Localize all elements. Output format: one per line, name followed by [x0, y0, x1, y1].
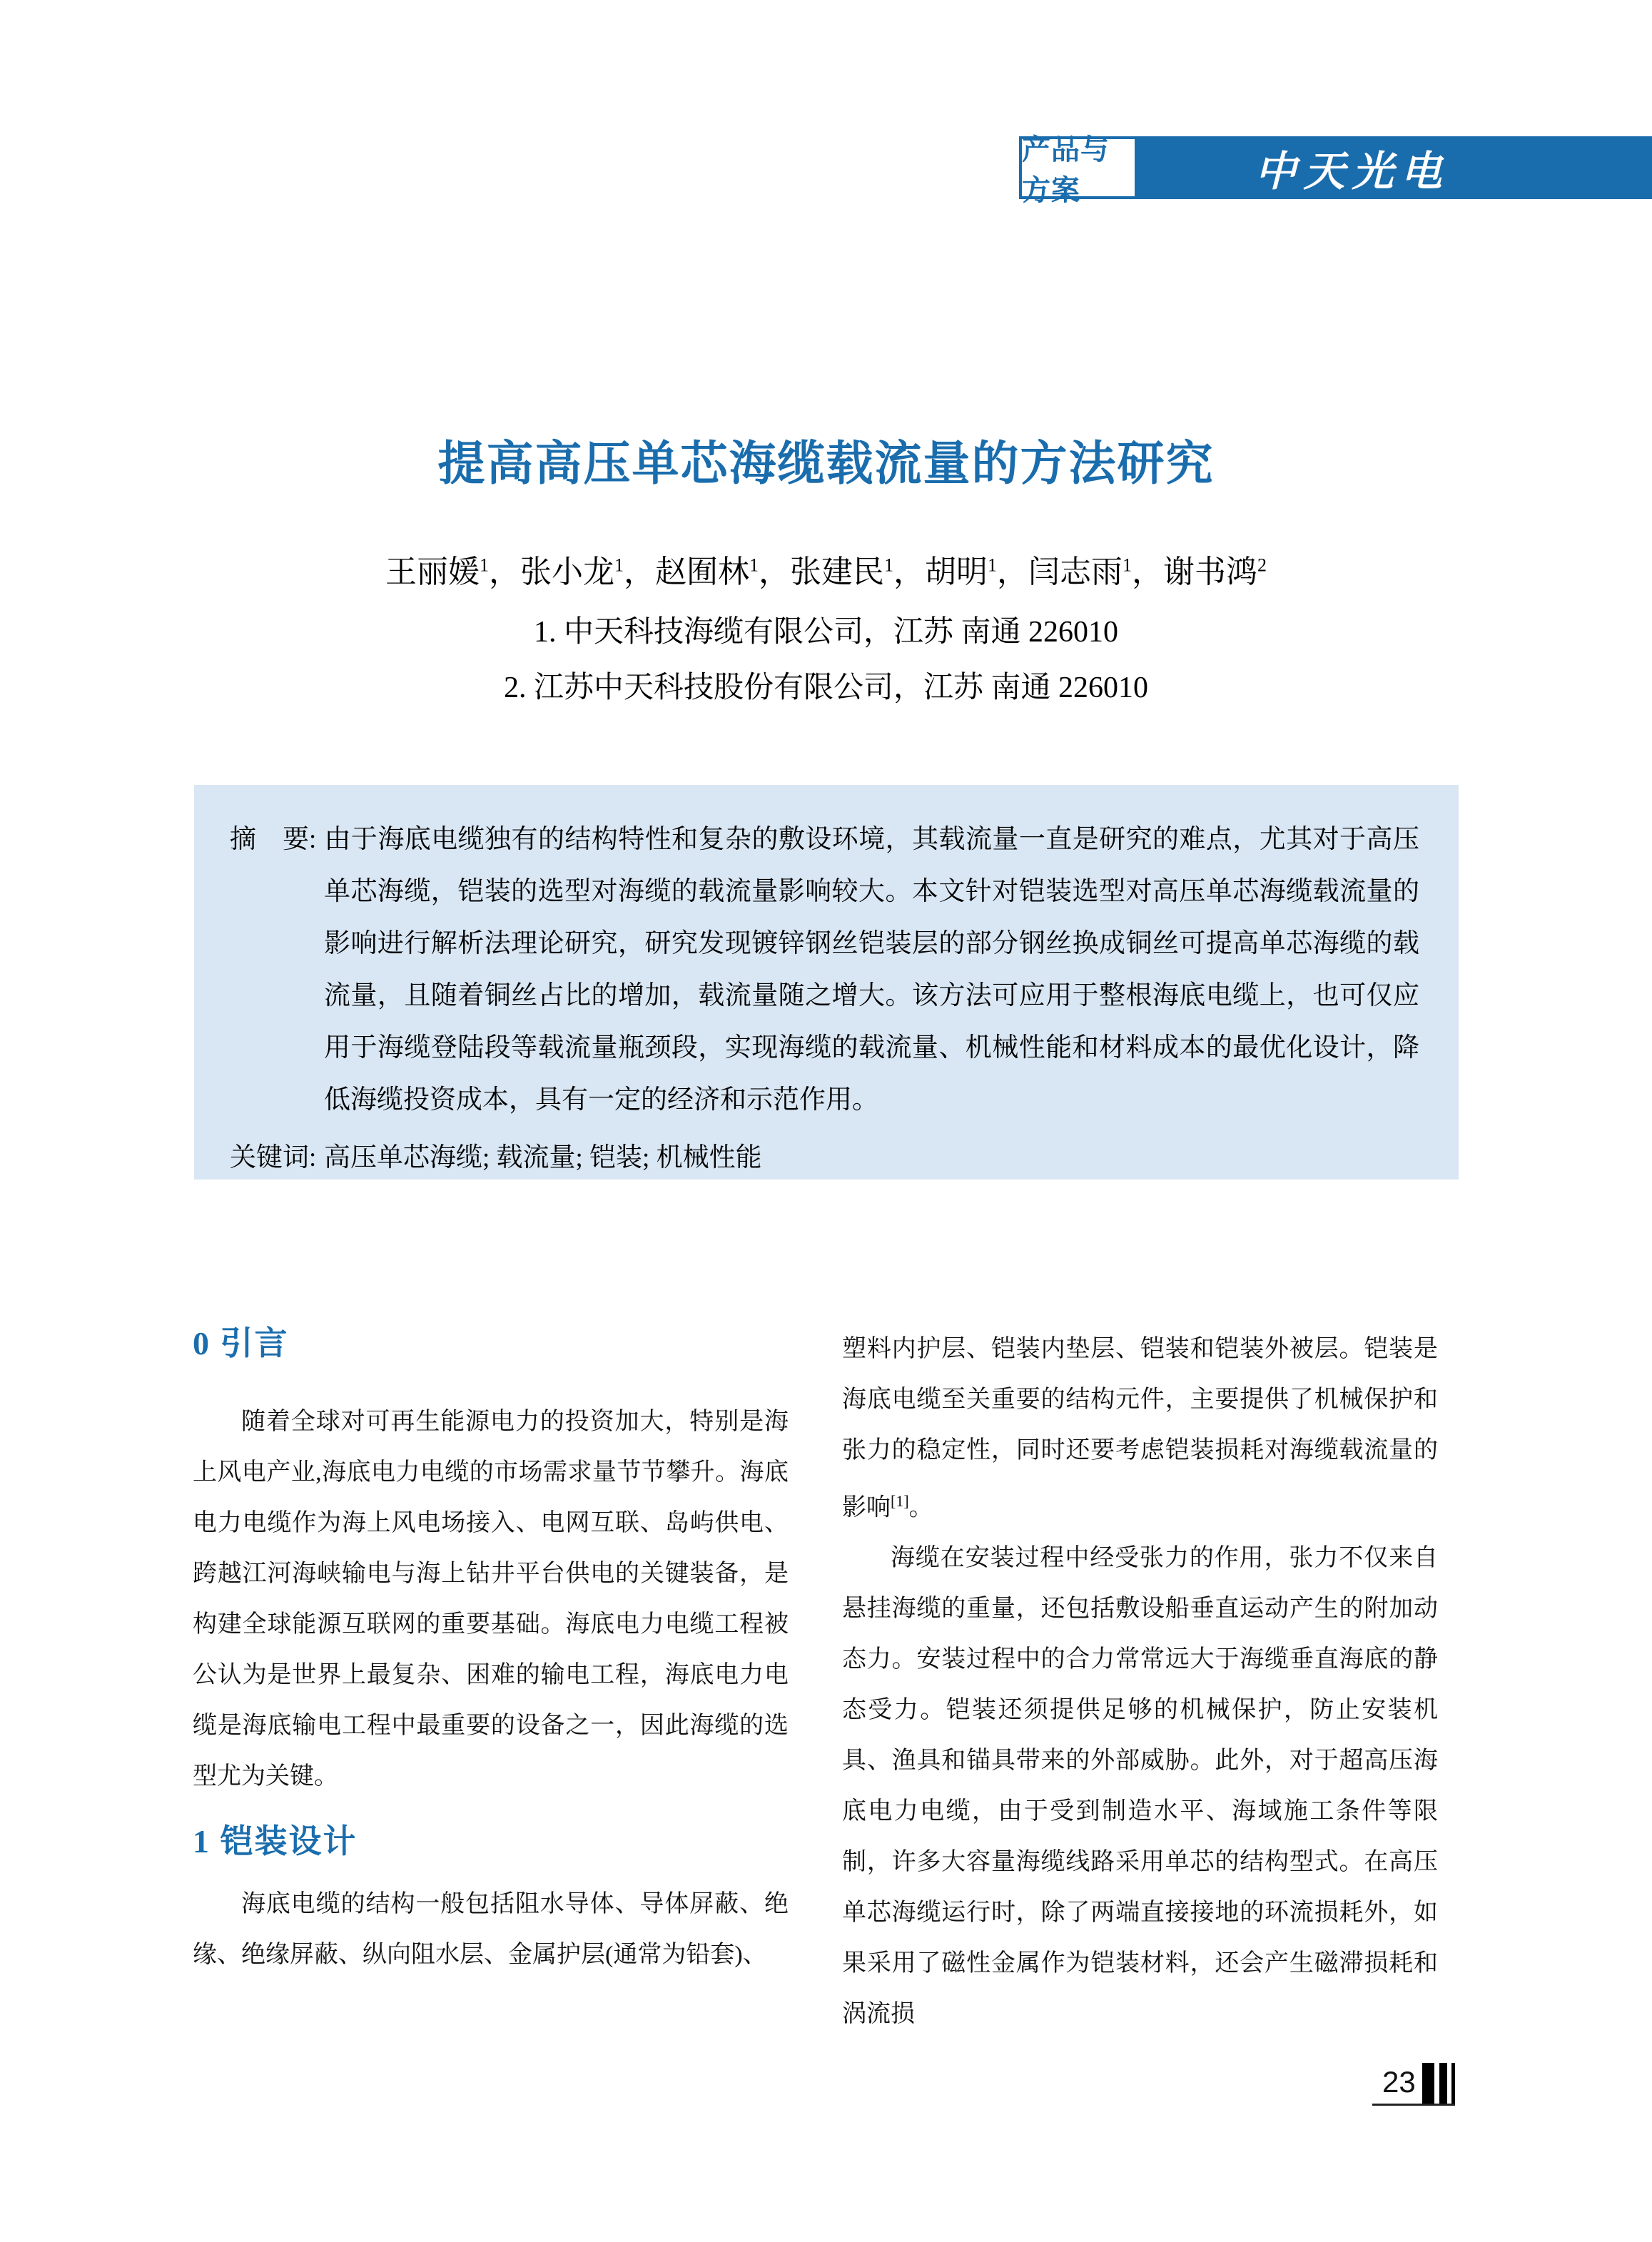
right-paragraph-1-tail: 。	[908, 1494, 933, 1521]
section-heading-intro: 0 引言	[193, 1325, 289, 1361]
author-affil-ref: 1	[749, 554, 759, 576]
footer-bar-3	[1451, 2063, 1455, 2104]
page-footer	[1372, 2063, 1455, 2106]
keywords-line	[230, 1132, 1419, 1184]
author-separator: ，	[759, 554, 790, 589]
author-affil-ref: 1	[480, 554, 489, 576]
right-paragraph-2: 海缆在安装过程中经受张力的作用，张力不仅来自悬挂海缆的重量，还包括敷设船垂直运动产生的附加动态力。安装过程中的合力常常远大于海缆垂直海底的静态受力。铠装还须提供足够的机械保护，防止安装机具、渔具和锚具带来的外部威胁。此外，对于超高压海底电力电缆，由于受到制造水平、海域施工条件等限制，许多大容量海缆线路采用单芯的结构型式。在高压单芯海缆运行时，除了两端直接接地的环流损耗外，如果采用了磁性金属作为铠装材料，还会产生磁滞损耗和涡流损	[842, 1545, 1438, 2028]
right-paragraph-1	[842, 1324, 1438, 1533]
brand-bar	[1137, 136, 1652, 199]
category-badge	[1019, 134, 1137, 206]
footer-bar-1	[1422, 2063, 1434, 2104]
author-affil-ref: 1	[614, 554, 624, 576]
author-name: 谢书鸿	[1163, 554, 1257, 589]
author-separator: ，	[1132, 554, 1163, 589]
intro-paragraph: 随着全球对可再生能源电力的投资加大，特别是海上风电产业,海底电力电缆的市场需求量节节攀升。海底电力电缆作为海上风电场接入、电网互联、岛屿供电、跨越江河海峡输电与海上钻井平台供电的关键装备，是构建全球能源互联网的重要基础。海底电力电缆工程被公认为是世界上最复杂、困难的输电工程，海底电力电缆是海底输电工程中最重要的设备之一，因此海缆的选型尤为关键。	[193, 1409, 789, 1790]
author-separator: ，	[997, 554, 1028, 589]
keywords-label: 关键词:	[230, 1143, 317, 1172]
author-name: 胡明	[925, 554, 988, 589]
author-name: 赵囿林	[655, 554, 749, 589]
category-badge-label: 产品与方案	[1022, 134, 1110, 206]
body-columns	[193, 1324, 1461, 2039]
abstract-label: 摘 要:	[230, 825, 317, 854]
author-affil-ref: 1	[884, 554, 893, 576]
author-name: 王丽媛	[385, 554, 480, 589]
page-number: 23	[1382, 2065, 1416, 2099]
citation-ref-1: [1]	[891, 1492, 909, 1510]
footer-bar-2	[1439, 2063, 1447, 2104]
abstract-text: 由于海底电缆独有的结构特性和复杂的敷设环境，其载流量一直是研究的难点，尤其对于高压单芯海缆，铠装的选型对海缆的载流量影响较大。本文针对铠装选型对高压单芯海缆载流量的影响进行解析法理论研究，研究发现镀锌钢丝铠装层的部分钢丝换成铜丝可提高单芯海缆的载流量，且随着铜丝占比的增加，载流量随之增大。该方法可应用于整根海底电缆上，也可仅应用于海缆登陆段等载流量瓶颈段，实现海缆的载流量、机械性能和材料成本的最优化设计，降低海缆投资成本，具有一定的经济和示范作用。	[324, 825, 1419, 1115]
keywords-text: 高压单芯海缆; 载流量; 铠装; 机械性能	[324, 1143, 762, 1172]
author-name: 张建民	[790, 554, 884, 589]
author-separator: ，	[489, 554, 520, 589]
armor-paragraph: 海底电缆的结构一般包括阻水导体、导体屏蔽、绝缘、绝缘屏蔽、纵向阻水层、金属护层(通常为铅套)、	[193, 1891, 789, 1968]
affiliation-2: 2. 江苏中天科技股份有限公司，江苏 南通 226010	[503, 671, 1148, 704]
section-heading-armor: 1 铠装设计	[193, 1823, 358, 1860]
affiliation-1: 1. 中天科技海缆有限公司，江苏 南通 226010	[533, 616, 1118, 649]
author-separator: ，	[624, 554, 655, 589]
author-separator: ，	[893, 554, 925, 589]
author-name: 张小龙	[520, 554, 614, 589]
brand-logo-text: 中天光电	[1255, 148, 1449, 195]
right-column	[842, 1324, 1438, 2039]
article-title: 提高高压单芯海缆载流量的方法研究	[437, 438, 1215, 490]
author-name: 闫志雨	[1028, 554, 1123, 589]
author-affil-ref: 1	[988, 554, 997, 576]
author-affil-ref: 2	[1257, 554, 1267, 576]
left-column	[193, 1324, 789, 2039]
abstract-paragraph	[230, 813, 1419, 1126]
abstract-box	[194, 785, 1459, 1180]
author-affil-ref: 1	[1123, 554, 1132, 576]
author-line	[0, 546, 1652, 592]
right-paragraph-1-text: 塑料内护层、铠装内垫层、铠装和铠装外被层。铠装是海底电缆至关重要的结构元件，主要提供了机械保护和张力的稳定性，同时还要考虑铠装损耗对海缆载流量的影响	[842, 1336, 1438, 1521]
